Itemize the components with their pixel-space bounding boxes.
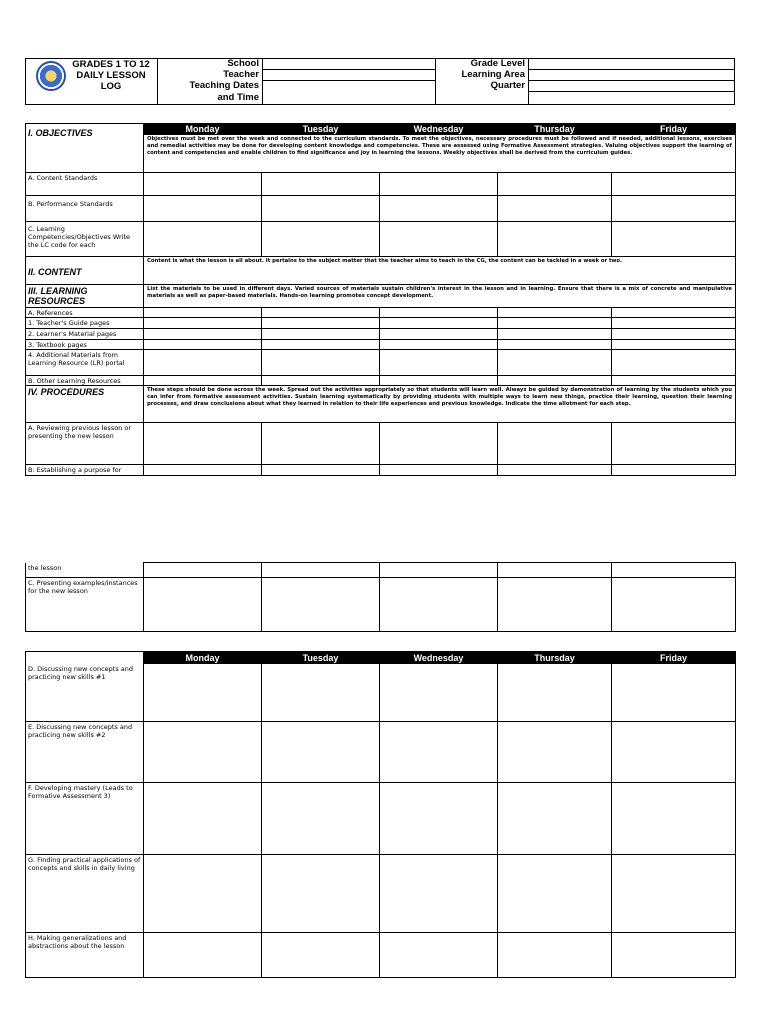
discussing-concepts-1-label: D. Discussing new concepts and practicing new skills #1	[26, 664, 144, 722]
content-note: Content is what the lesson is all about. It pertains to the subject matter that the teacher aims to teach in the CG, the content can be tackled in a week or two.	[144, 257, 736, 285]
cell[interactable]	[144, 855, 262, 933]
cell[interactable]	[262, 933, 380, 978]
references-label: A. References	[26, 308, 144, 318]
cell[interactable]	[262, 222, 380, 257]
cell[interactable]	[144, 318, 262, 329]
cell[interactable]	[144, 308, 262, 318]
day-header-monday: Monday	[144, 652, 262, 664]
cell[interactable]	[380, 933, 498, 978]
and-time-label: and Time	[217, 92, 259, 103]
cell[interactable]	[262, 376, 380, 386]
lesson-log-table-1	[25, 123, 736, 476]
cell[interactable]	[498, 855, 612, 933]
cell[interactable]	[144, 465, 262, 476]
cell[interactable]	[498, 340, 612, 350]
cell[interactable]	[380, 196, 498, 222]
cell[interactable]	[612, 664, 736, 722]
cell[interactable]	[612, 222, 736, 257]
cell[interactable]	[612, 423, 736, 465]
presenting-examples-label: C. Presenting examples/instances for the new lesson	[26, 578, 144, 632]
cell[interactable]	[498, 376, 612, 386]
cell[interactable]	[498, 350, 612, 376]
cell[interactable]	[144, 350, 262, 376]
cell[interactable]	[380, 173, 498, 196]
cell[interactable]	[612, 465, 736, 476]
grade-level-label: Grade Level	[470, 58, 525, 69]
cell[interactable]	[612, 173, 736, 196]
day-header-tuesday: Tuesday	[262, 652, 380, 664]
content-heading: II. CONTENT	[26, 257, 144, 285]
cell[interactable]	[498, 465, 612, 476]
quarter-label: Quarter	[490, 80, 525, 91]
cell[interactable]	[262, 563, 380, 578]
cell[interactable]	[612, 563, 736, 578]
cell[interactable]	[380, 318, 498, 329]
cell[interactable]	[612, 329, 736, 340]
content-standards-label: A. Content Standards	[26, 173, 144, 196]
textbook-label: 3. Textbook pages	[26, 340, 144, 350]
cell[interactable]	[380, 783, 498, 855]
teacher-label: Teacher	[223, 69, 259, 80]
cell[interactable]	[612, 308, 736, 318]
cell[interactable]	[262, 308, 380, 318]
objectives-note: Objectives must be met over the week and connected to the curriculum standards. To meet the objectives, necessary procedures must be followed and if needed, additional lessons, exercises and remedial activities may be done for developing content knowledge and competencies. These are assessed using Formative Assessment strategies. Valuing objectives support the learning of content and competencies and enable children to find significance and joy in learning the lessons. Weekly objectives shall be derived from the curriculum guides.	[144, 135, 736, 173]
lesson-log-table-3	[25, 651, 736, 978]
cell[interactable]	[262, 196, 380, 222]
learning-resources-heading: III. LEARNING RESOURCES	[26, 285, 144, 308]
cell[interactable]	[262, 855, 380, 933]
cell[interactable]	[144, 222, 262, 257]
learners-material-label: 2. Learner's Material pages	[26, 329, 144, 340]
cell[interactable]	[612, 855, 736, 933]
cell[interactable]	[380, 376, 498, 386]
cell[interactable]	[612, 340, 736, 350]
cell[interactable]	[498, 318, 612, 329]
cell[interactable]	[380, 722, 498, 783]
cell[interactable]	[380, 578, 498, 632]
cell[interactable]	[262, 318, 380, 329]
form-title-line1: GRADES 1 TO 12	[72, 59, 150, 70]
competencies-label: C. Learning Competencies/Objectives Write the LC code for each	[26, 222, 144, 257]
cell[interactable]	[144, 783, 262, 855]
school-label: School	[227, 58, 259, 69]
developing-mastery-label: F. Developing mastery (Leads to Formative Assessment 3)	[26, 783, 144, 855]
teachers-guide-label: 1. Teacher's Guide pages	[26, 318, 144, 329]
cell[interactable]	[380, 465, 498, 476]
cell[interactable]	[262, 578, 380, 632]
cell[interactable]	[144, 563, 262, 578]
deped-seal-icon	[36, 61, 66, 91]
lesson-log-table-2	[25, 562, 736, 632]
performance-standards-label: B. Performance Standards	[26, 196, 144, 222]
cell[interactable]	[144, 340, 262, 350]
establishing-purpose-label: B. Establishing a purpose for	[26, 465, 144, 476]
procedures-heading: IV. PROCEDURES	[26, 386, 144, 423]
teaching-dates-label: Teaching Dates	[189, 80, 259, 91]
the-lesson-label: the lesson	[26, 563, 144, 578]
cell[interactable]	[612, 196, 736, 222]
cell[interactable]	[498, 933, 612, 978]
learning-area-label: Learning Area	[461, 69, 525, 80]
day-header-friday: Friday	[612, 652, 736, 664]
cell[interactable]	[144, 376, 262, 386]
cell[interactable]	[144, 329, 262, 340]
day-header-thursday: Thursday	[498, 124, 612, 135]
cell[interactable]	[498, 578, 612, 632]
cell[interactable]	[498, 423, 612, 465]
other-resources-label: B. Other Learning Resources	[26, 376, 144, 386]
day-header-wednesday: Wednesday	[380, 652, 498, 664]
cell[interactable]	[144, 933, 262, 978]
resources-note: List the materials to be used in different days. Varied sources of materials sustain children's interest in the lesson and in learning. Ensure that there is a mix of concrete and manipulative materials as well as paper-based materials. Hands-on learning promotes concept development.	[144, 285, 736, 308]
cell[interactable]	[498, 563, 612, 578]
cell[interactable]	[262, 423, 380, 465]
cell[interactable]	[380, 222, 498, 257]
day-header-thursday: Thursday	[498, 652, 612, 664]
cell[interactable]	[380, 329, 498, 340]
cell[interactable]	[612, 318, 736, 329]
cell[interactable]	[144, 722, 262, 783]
cell[interactable]	[612, 933, 736, 978]
cell[interactable]	[380, 664, 498, 722]
cell[interactable]	[262, 783, 380, 855]
cell[interactable]	[612, 578, 736, 632]
finding-applications-label: G. Finding practical applications of concepts and skills in daily living	[26, 855, 144, 933]
cell[interactable]	[498, 308, 612, 318]
additional-materials-label: 4. Additional Materials from Learning Resource (LR) portal	[26, 350, 144, 376]
cell[interactable]	[262, 664, 380, 722]
discussing-concepts-2-label: E. Discussing new concepts and practicing new skills #2	[26, 722, 144, 783]
cell[interactable]	[380, 563, 498, 578]
blank-header-cell	[26, 652, 144, 664]
procedures-note: These steps should be done across the week. Spread out the activities appropriately so that students will learn well. Always be guided by demonstration of learning by the students which you can infer from formative assessment activities. Sustain learning systematically by providing students with multiple ways to learn new things, practice their learning, question their learning processes, and draw conclusions about what they learned in relation to their life experiences and previous knowledge. Indicate the time allotment for each step.	[144, 386, 736, 423]
cell[interactable]	[144, 173, 262, 196]
cell[interactable]	[498, 664, 612, 722]
cell[interactable]	[262, 329, 380, 340]
form-title-line2: DAILY LESSON LOG	[76, 70, 146, 92]
cell[interactable]	[262, 173, 380, 196]
cell[interactable]	[144, 664, 262, 722]
cell[interactable]	[144, 196, 262, 222]
cell[interactable]	[498, 329, 612, 340]
cell[interactable]	[498, 222, 612, 257]
making-generalizations-label: H. Making generalizations and abstractions about the lesson	[26, 933, 144, 978]
cell[interactable]	[498, 173, 612, 196]
cell[interactable]	[612, 376, 736, 386]
day-header-friday: Friday	[612, 124, 736, 135]
cell[interactable]	[262, 465, 380, 476]
cell[interactable]	[380, 350, 498, 376]
cell[interactable]	[498, 783, 612, 855]
cell[interactable]	[144, 423, 262, 465]
cell[interactable]	[262, 340, 380, 350]
day-header-monday: Monday	[144, 124, 262, 135]
cell[interactable]	[498, 722, 612, 783]
cell[interactable]	[612, 350, 736, 376]
cell[interactable]	[498, 196, 612, 222]
cell[interactable]	[262, 722, 380, 783]
day-header-wednesday: Wednesday	[380, 124, 498, 135]
cell[interactable]	[380, 340, 498, 350]
cell[interactable]	[144, 578, 262, 632]
cell[interactable]	[380, 423, 498, 465]
cell[interactable]	[380, 855, 498, 933]
day-header-tuesday: Tuesday	[262, 124, 380, 135]
cell[interactable]	[262, 350, 380, 376]
reviewing-lesson-label: A. Reviewing previous lesson or presenting the new lesson	[26, 423, 144, 465]
cell[interactable]	[612, 722, 736, 783]
cell[interactable]	[380, 308, 498, 318]
cell[interactable]	[612, 783, 736, 855]
objectives-heading: I. OBJECTIVES	[26, 124, 144, 173]
